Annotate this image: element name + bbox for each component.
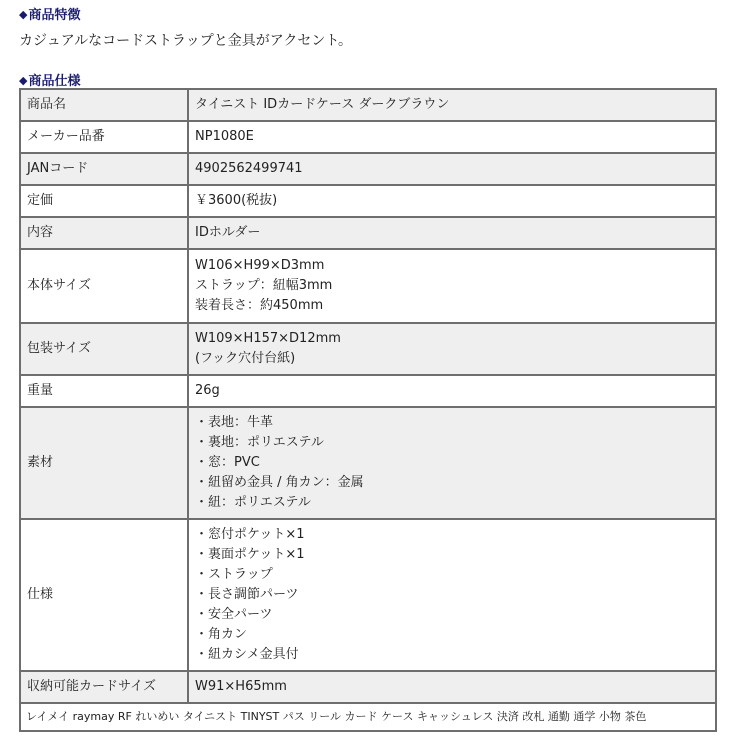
spec-value-line: ・表地：牛革 bbox=[195, 415, 274, 430]
spec-row-product-name bbox=[20, 89, 716, 121]
spec-value: NP1080E bbox=[188, 121, 716, 153]
spec-label: 仕様 bbox=[20, 519, 188, 671]
spec-value-line: ・窓：PVC bbox=[195, 455, 260, 470]
spec-label: JANコード bbox=[20, 153, 188, 185]
spec-value-line: 装着長さ：約450mm bbox=[195, 298, 324, 313]
spec-value-line: ・紐留め金具 / 角カン：金属 bbox=[195, 475, 364, 490]
spec-label: 包装サイズ bbox=[20, 323, 188, 375]
spec-label: 定価 bbox=[20, 185, 188, 217]
spec-row-features bbox=[20, 519, 716, 671]
spec-label: 収納可能カードサイズ bbox=[20, 671, 188, 703]
spec-row-keywords bbox=[20, 703, 716, 731]
specs-heading-text: 商品仕様 bbox=[28, 74, 81, 89]
spec-value bbox=[188, 407, 716, 519]
spec-row-contents bbox=[20, 217, 716, 249]
spec-value: IDホルダー bbox=[188, 217, 716, 249]
spec-value-line: ・角カン bbox=[195, 627, 248, 642]
spec-value-line: W109×H157×D12mm bbox=[195, 331, 341, 346]
features-description: カジュアルなコードストラップと金具がアクセント。 bbox=[19, 33, 353, 49]
spec-table bbox=[19, 88, 717, 732]
features-heading bbox=[19, 4, 80, 23]
diamond-bullet-icon: ◆ bbox=[19, 74, 28, 87]
specs-heading bbox=[19, 70, 80, 89]
features-heading-text: 商品特徴 bbox=[28, 8, 81, 23]
spec-value: ￥3600(税抜) bbox=[188, 185, 716, 217]
spec-value bbox=[188, 249, 716, 323]
diamond-bullet-icon: ◆ bbox=[19, 8, 28, 21]
spec-row-material bbox=[20, 407, 716, 519]
spec-value-line: W106×H99×D3mm bbox=[195, 258, 325, 273]
spec-value-line: ・裏地：ポリエステル bbox=[195, 435, 324, 450]
spec-value-line: ・長さ調節パーツ bbox=[195, 587, 299, 602]
spec-label: 内容 bbox=[20, 217, 188, 249]
spec-value-line: ・安全パーツ bbox=[195, 607, 273, 622]
spec-value: 26g bbox=[188, 375, 716, 407]
spec-value bbox=[188, 323, 716, 375]
spec-value-line: ・紐：ポリエステル bbox=[195, 495, 311, 510]
spec-value: 4902562499741 bbox=[188, 153, 716, 185]
spec-value-line: ・窓付ポケット×1 bbox=[195, 527, 305, 542]
spec-value-line: ・紐カシメ金具付 bbox=[195, 647, 299, 662]
spec-value-line: ・裏面ポケット×1 bbox=[195, 547, 305, 562]
spec-row-jan-code bbox=[20, 153, 716, 185]
spec-label: メーカー品番 bbox=[20, 121, 188, 153]
spec-row-package-size bbox=[20, 323, 716, 375]
spec-value-line: ・ストラップ bbox=[195, 567, 273, 582]
spec-row-weight bbox=[20, 375, 716, 407]
keywords-text: レイメイ raymay RF れいめい タイニスト TINYST パス リール カード ケース キャッシュレス 決済 改札 通勤 通学 小物 茶色 bbox=[20, 703, 716, 731]
spec-label: 素材 bbox=[20, 407, 188, 519]
spec-row-price bbox=[20, 185, 716, 217]
spec-row-maker-number bbox=[20, 121, 716, 153]
spec-label: 本体サイズ bbox=[20, 249, 188, 323]
spec-value-line: ストラップ：紐幅3mm bbox=[195, 278, 333, 293]
spec-value-line: (フック穴付台紙) bbox=[195, 351, 296, 366]
spec-label: 商品名 bbox=[20, 89, 188, 121]
spec-value bbox=[188, 519, 716, 671]
spec-row-card-size bbox=[20, 671, 716, 703]
spec-row-body-size bbox=[20, 249, 716, 323]
spec-value: W91×H65mm bbox=[188, 671, 716, 703]
spec-label: 重量 bbox=[20, 375, 188, 407]
spec-value: タイニスト IDカードケース ダークブラウン bbox=[188, 89, 716, 121]
